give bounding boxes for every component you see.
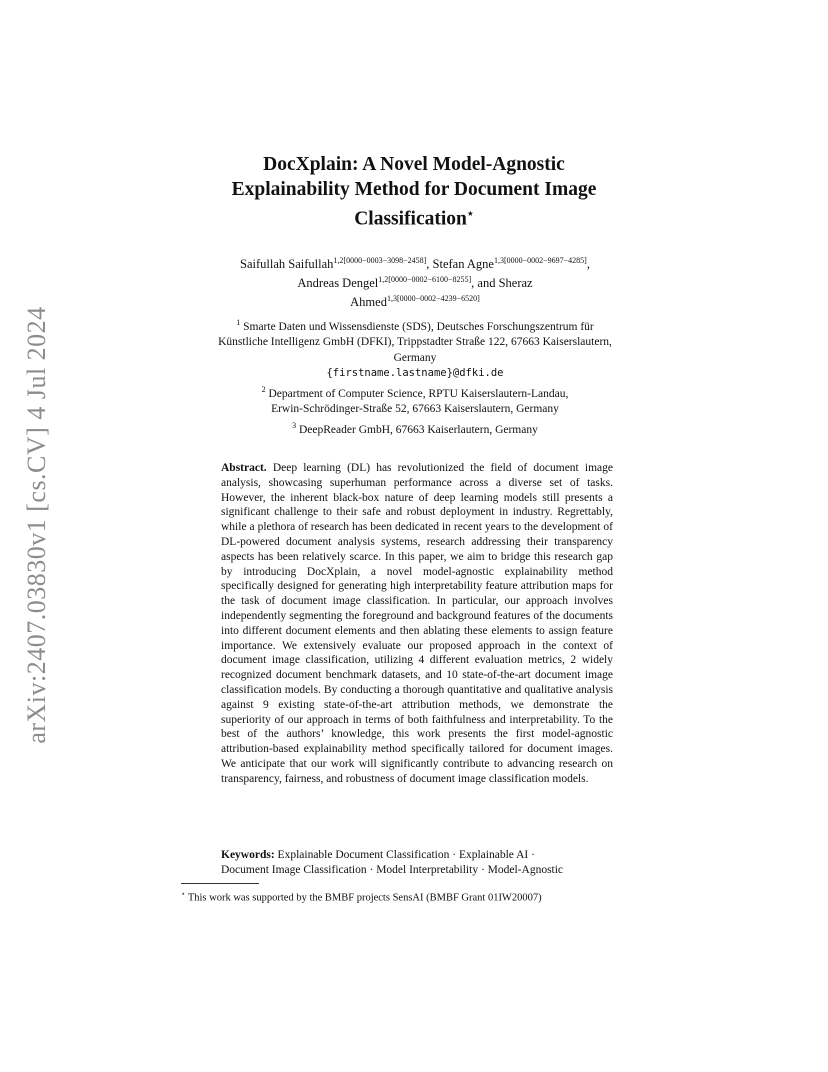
author-3-orcid: 1,2[0000−0002−6100−8255] <box>378 275 472 285</box>
keywords <box>221 848 621 878</box>
footnote-divider <box>181 883 259 884</box>
keywords-line-2: Document Image Classification · Model Interpretability · Model-Agnostic <box>221 864 564 876</box>
arxiv-id: arXiv:2407.03830v1 [cs.CV] 4 Jul 2024 <box>22 306 51 744</box>
affiliation-1-line-2: Künstliche Intelligenz GmbH (DFKI), Trippstadter Straße 122, 67663 Kaiserslautern, <box>218 336 612 349</box>
paper-title <box>160 152 668 232</box>
keywords-line-1: Explainable Document Classification · Explainable AI · <box>277 849 535 861</box>
footnote-mark: ⋆ <box>181 890 186 898</box>
author-1-name: Saifullah Saifullah <box>240 257 334 272</box>
author-separator: , <box>426 257 433 272</box>
abstract-text: Deep learning (DL) has revolutionized the field of document image analysis, showcasing superhuman performance across a diverse set of tasks. However, the inherent black-box nature of deep learning models still presents a significant challenge to their safe and robust deployment in industry. Regrettably, while a plethora of research has been dedicated in recent years to the development of DL-powered document analysis systems, research addressing their transparency aspects has been relatively scarce. In this paper, we aim to bridge this research gap by introducing DocXplain, a novel model-agnostic explainability method specifically designed for generating high interpretability feature attribution maps for the task of document image classification. In particular, our approach involves independently segmenting the foreground and background features of the documents into different document elements and then ablating these elements to assign feature importance. We extensively evaluate our proposed approach in the context of document image classification, utilizing 4 different evaluation metrics, 2 widely recognized document benchmark datasets, and 10 state-of-the-art document image classification models. By conducting a thorough quantitative and qualitative analysis against 9 existing state-of-the-art attribution methods, we demonstrate the superiority of our approach in terms of both faithfulness and interpretability. To the best of the authors’ knowledge, this work presents the first model-agnostic attribution-based explainability method specifically tailored for document images. We anticipate that our work will significantly contribute to advancing research on transparency, fairness, and robustness of document image classification models. <box>221 462 613 785</box>
affiliation-1-number: 1 <box>236 318 241 327</box>
author-4-orcid: 1,3[0000−0002−4239−6520] <box>386 294 480 304</box>
affiliation-3-text: DeepReader GmbH, 67663 Kaiserlautern, Germany <box>299 423 538 436</box>
author-list <box>150 253 680 310</box>
footnote <box>181 887 542 906</box>
abstract-label: Abstract. <box>221 462 267 474</box>
affiliation-1-line-3: Germany <box>393 351 437 364</box>
affiliation-1-line-1: Smarte Daten und Wissensdienste (SDS), Deutsches Forschungszentrum für <box>243 320 594 333</box>
author-1-orcid: 1,2[0000−0003−3098−2458] <box>333 256 427 265</box>
author-2-name: Stefan Agne <box>432 257 494 272</box>
title-line-1: DocXplain: A Novel Model-Agnostic <box>263 154 565 175</box>
affiliations <box>140 315 690 438</box>
arxiv-sidebar-stamp <box>22 300 52 750</box>
author-separator: , <box>586 257 590 272</box>
contact-email: {firstname.lastname}@dfki.de <box>326 367 504 380</box>
affiliation-2-line-2: Erwin-Schrödinger-Straße 52, 67663 Kaiserslautern, Germany <box>271 403 559 416</box>
affiliation-2-number: 2 <box>261 384 266 394</box>
title-footnote-mark: ⋆ <box>466 208 474 220</box>
abstract <box>221 461 613 787</box>
keywords-label: Keywords: <box>221 849 275 861</box>
author-4-name: Ahmed <box>350 295 387 310</box>
footnote-text: This work was supported by the BMBF projects SensAI (BMBF Grant 01IW20007) <box>187 892 542 904</box>
author-3-name: Andreas Dengel <box>297 276 379 291</box>
title-line-2: Explainability Method for Document Image <box>231 179 597 200</box>
affiliation-2-line-1: Department of Computer Science, RPTU Kaiserslautern-Landau, <box>268 387 569 400</box>
affiliation-3-number: 3 <box>292 420 297 430</box>
author-2-orcid: 1,3[0000−0002−9697−4285] <box>493 256 587 265</box>
title-line-3: Classification <box>354 208 467 230</box>
author-separator: , and Sheraz <box>471 276 533 291</box>
